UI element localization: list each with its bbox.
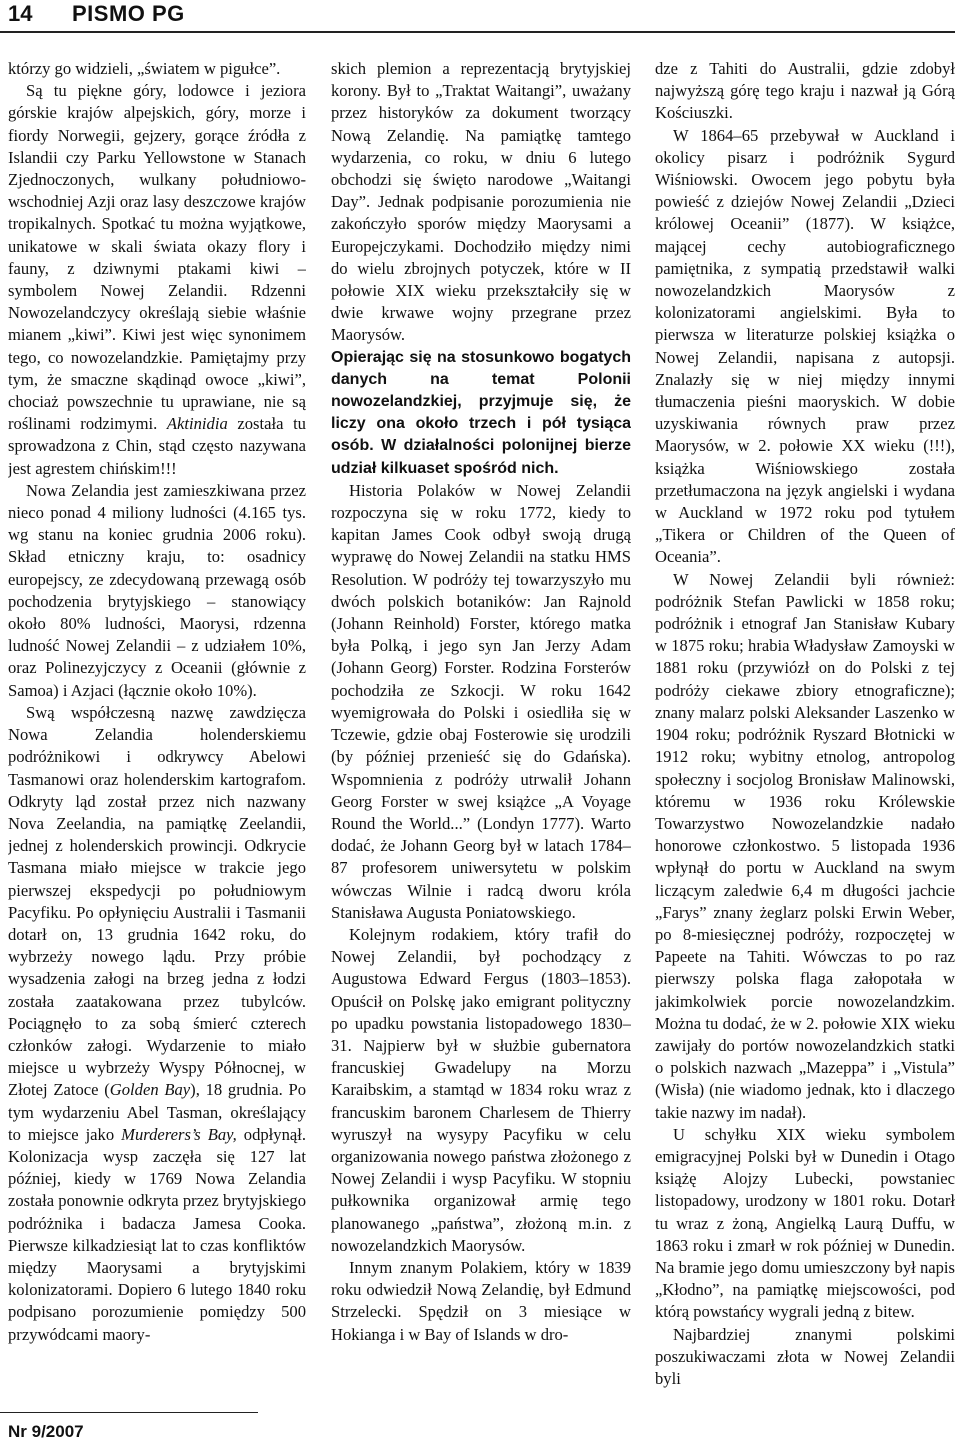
italic-term: Murderers’s Bay, bbox=[121, 1124, 237, 1144]
text-run: Są tu piękne góry, lodowce i jeziora górskie krajów alpejskich, góry, morze i fiordy Norwegii, gejzery, gorące źródła z Islandii czy Parku Yellowstone w Stanach Zjednoczonych, wulkany południowo-wschodniej Azji oraz lasy deszczowe krajów tropikalnych. Spotkać tu można wyjątkowe, unikatowe w skali świata okazy flory i fauny, z dziwnymi ptakami kiwi – symbolem Nowej Zelandii. Rdzenni Nowozelandczycy określają siebie właśnie mianem „kiwi”. Kiwi jest więc synonimem tego, co nowozelandzkie. Pamiętajmy przy tym, że smaczne skądinąd owoce „kiwi”, chociaż powszechnie tu uprawiane, nie są roślinami rodzimymi. bbox=[8, 81, 306, 434]
text-run: ), 18 grudnia. Po tym wydarzeniu Abel Tasman, określający to miejsce jako bbox=[8, 1080, 306, 1144]
lead-paragraph: Opierając się na stosunkowo bogatych danych na temat Polonii nowozelandzkiej, przyjmuje się, że liczy ona około trzech i pół tysiąca osób. W działalności polonijnej bierze udział kilkuaset spośród nich. bbox=[331, 348, 631, 477]
footer-rule bbox=[0, 1412, 258, 1413]
paragraph: W Nowej Zelandii byli również: podróżnik Stefan Pawlicki w 1858 roku; podróżnik i etnograf Jan Stanisław Kubary w 1875 roku; hrabia Władysław Zamoyski w 1881 roku (przywiózł on do Polski z tej podróży ciekawe zbiory etnograficzne); znany malarz polski Aleksander Laszenko w 1904 roku; podróżnik Ryszard Błotnicki w 1912 roku; wybitny etnolog, antropolog społeczny i socjolog Bronisław Malinowski, któremu w 1936 roku Królewskie Towarzystwo Nowozelandzkie nadało honorowe członkostwo. 5 listopada 1936 wpłynął do portu w Auckland na swym liczącym zaledwie 6,4 m długości jachcie „Farys” znany żeglarz polski Erwin Weber, po 8-miesięcznej podróży, rozpoczętej w Papeete na Tahiti. Wówczas to po raz pierwszy polska flaga załopotała w jakimkolwiek porcie nowozelandzkim. Można tu dodać, że w 2. połowie XIX wieku zawijały do portów nowozelandzkich statki o polskich nazwach „Mazeppa” i „Vistula” (Wisła) (nie wiadomo jednak, kto i dlaczego takie nazwy im nadał). bbox=[655, 569, 955, 1122]
text-run: Swą współczesną nazwę zawdzięcza Nowa Zelandia holenderskiemu podróżnikowi i odkrywcy Abelowi Tasmanowi oraz holenderskim kartografom. Odkryty ląd został przez nich nazwany Nova Zeelandia, na pamiątkę Zeelandii, jednej z holenderskich prowincji. Odkrycie Tasmana miało miejsce w trakcie jego pierwszej ekspedycji po południowym Pacyfiku. Po opłynięciu Australii i Tasmanii dotarł on, 13 grudnia 1642 roku, do wybrzeży nowego lądu. Przy próbie wysadzenia załogi na brzeg jedna z łodzi została zaatakowana przez tubylców. Pociągnęło to za sobą śmierć czterech członków załogi. Wydarzenie to miało miejsce u wybrzeży Wyspy Północnej, w Złotej Zatoce ( bbox=[8, 702, 306, 1100]
paragraph: Historia Polaków w Nowej Zelandii rozpoczyna się w roku 1772, kiedy to kapitan James Cook odbył swoją drugą wyprawę do Nowej Zelandii na statku HMS Resolution. W podróży tej towarzyszyło mu dwóch polskich botaników: Jan Rajnold (Johann Reinhold) Forster, którego matka była Polką, i jego syn Jan Jerzy Adam (Johann Georg) Forster. Rodzina Forsterów pochodziła ze Szkocji. W roku 1642 wyemigrowała do Polski i osiedliła się w Tczewie, gdzie obaj Fosterowie się urodzili (by później przenieść się do Gdańska). Wspomnienia z podróży utrwalił Johann Georg Forster w swej książce „A Voyage Round the World...” (Londyn 1777). Warto dodać, że Johann Georg był w latach 1784–87 profesorem uniwersytetu w polskim wówczas Wilnie i radcą dworu króla Stanisława Augusta Poniatowskiego. bbox=[331, 480, 631, 922]
paragraph: dze z Tahiti do Australii, gdzie zdobył najwyższą górę tego kraju i nazwał ją Górą Kościuszki. bbox=[655, 59, 955, 123]
paragraph bbox=[8, 702, 306, 1346]
paragraph: skich plemion a reprezentacją brytyjskiej korony. Był to „Traktat Waitangi”, uważany przez historyków za dokument tworzący Nową Zelandię. Na pamiątkę tamtego wydarzenia, co roku, w dniu 6 lutego obchodzi się święto narodowe „Waitangi Day”. Jednak podpisanie porozumienia nie zakończyło sporów między Maorysami a Europejczykami. Dochodziło między nimi do wielu zbrojnych potyczek, które w II połowie XIX wieku przekształciły się w dwie krwawe wojny przegrane przez Maorysów. bbox=[331, 59, 631, 345]
magazine-title: PISMO PG bbox=[72, 1, 185, 26]
paragraph: którzy go widzieli, „światem w pigułce”. bbox=[8, 59, 281, 78]
page-header bbox=[0, 0, 960, 40]
italic-term: Aktinidia bbox=[166, 414, 228, 434]
paragraph: Najbardziej znanymi polskimi poszukiwaczami złota w Nowej Zelandii byli bbox=[655, 1324, 955, 1388]
paragraph: U schyłku XIX wieku symbolem emigracyjnej Polski był w Dunedin i Otago książę Alojzy Lubecki, powstaniec listopadowy, urodzony w 1801 roku. Dotarł tu wraz z żoną, Angielką Laurą Duffu, w 1863 roku i zmarł w rok później w Dunedin. Na bramie jego domu umieszczony był napis „Kłodno”, na pamiątkę miejscowości, pod którą powstańcy wygrali jedną z bitew. bbox=[655, 1124, 955, 1322]
page-number: 14 bbox=[8, 1, 33, 26]
paragraph: Innym znanym Polakiem, który w 1839 roku odwiedził Nową Zelandię, był Edmund Strzelecki. Spędził on 3 miesiące w Hokianga i w Bay of Islands w dro- bbox=[331, 1257, 631, 1344]
italic-term: Golden Bay bbox=[109, 1080, 191, 1100]
paragraph: Kolejnym rodakiem, który trafił do Nowej Zelandii, był pochodzący z Augustowa Edward Fergus (1803–1853). Opuścił on Polskę jako emigrant polityczny po upadku powstania listopadowego 1830–31. Najpierw był w służbie gubernatora francuskiej Gwadelupy na Morzu Karaibskim, a stamtąd w 1834 roku wraz z francuskim baronem Charlesem de Thierry wyruszył na wysypy Pacyfiku w celu organizowania nowego państwa złożonego z Nowej Zelandii i wysp Pacyfiku. W stopniu pułkownika organizował armię tego planowanego „państwa”, złożoną m.in. z nowozelandzkich Maorysów. bbox=[331, 924, 631, 1255]
text-run: odpłynął. Kolonizacja wysp zaczęła się 127 lat później, kiedy w 1769 Nowa Zelandia została ponownie odkryta przez brytyjskiego podróżnika i badacza Jamesa Cooka. Pierwsze kilkadziesiąt lat to czas konfliktów między Maorysami a brytyjskimi kolonizatorami. Dopiero 6 lutego 1840 roku podpisano porozumienie pomiędzy 500 przywódcami maory- bbox=[8, 1124, 306, 1344]
header-rule bbox=[0, 31, 955, 33]
article-column-2 bbox=[331, 58, 631, 1398]
article-column-1 bbox=[8, 58, 306, 1398]
paragraph bbox=[8, 80, 306, 480]
paragraph: W 1864–65 przebywał w Auckland i okolicy pisarz i podróżnik Sygurd Wiśniowski. Owocem jego pobytu była powieść z dziejów Nowej Zelandii „Dzieci królowej Oceanii” (1877). W książce, mającej cechy autobiograficznego pamiętnika, z sympatią przedstawił walki nowozelandzkich Maorysów z kolonizatorami angielskimi. Była to pierwsza w literaturze polskiej książka o Nowej Zelandii, napisana z autopsji. Znalazły się w niej między innymi tłumaczenia pieśni maoryskich. W dobie uzyskiwania równych praw przez Maorysów, w 2. połowie XX wieku (!!!), książka Wiśniowskiego została przetłumaczona na język angielski i wydana w Auckland w 1972 roku pod tytułem „Tikera or Children of the Queen of Oceania”. bbox=[655, 125, 955, 567]
issue-number: Nr 9/2007 bbox=[8, 1422, 84, 1441]
article-column-3 bbox=[655, 58, 955, 1398]
text-run: została tu sprowadzona z Chin, stąd często nazywana jest agrestem chińskim!!! bbox=[8, 414, 306, 478]
paragraph: Nowa Zelandia jest zamieszkiwana przez nieco ponad 4 miliony ludności (4.165 tys. wg stanu na koniec grudnia 2006 roku). Skład etniczny kraju, to: osadnicy europejscy, ze zdecydowaną przewagą osób pochodzenia brytyjskiego – stanowiący około 80% ludności, Maorysi, rdzenna ludność Nowej Zelandii – z udziałem 10%, oraz Polinezyjczycy z Oceanii (głównie z Samoa) i Azjaci (łącznie około 10%). bbox=[8, 480, 306, 700]
